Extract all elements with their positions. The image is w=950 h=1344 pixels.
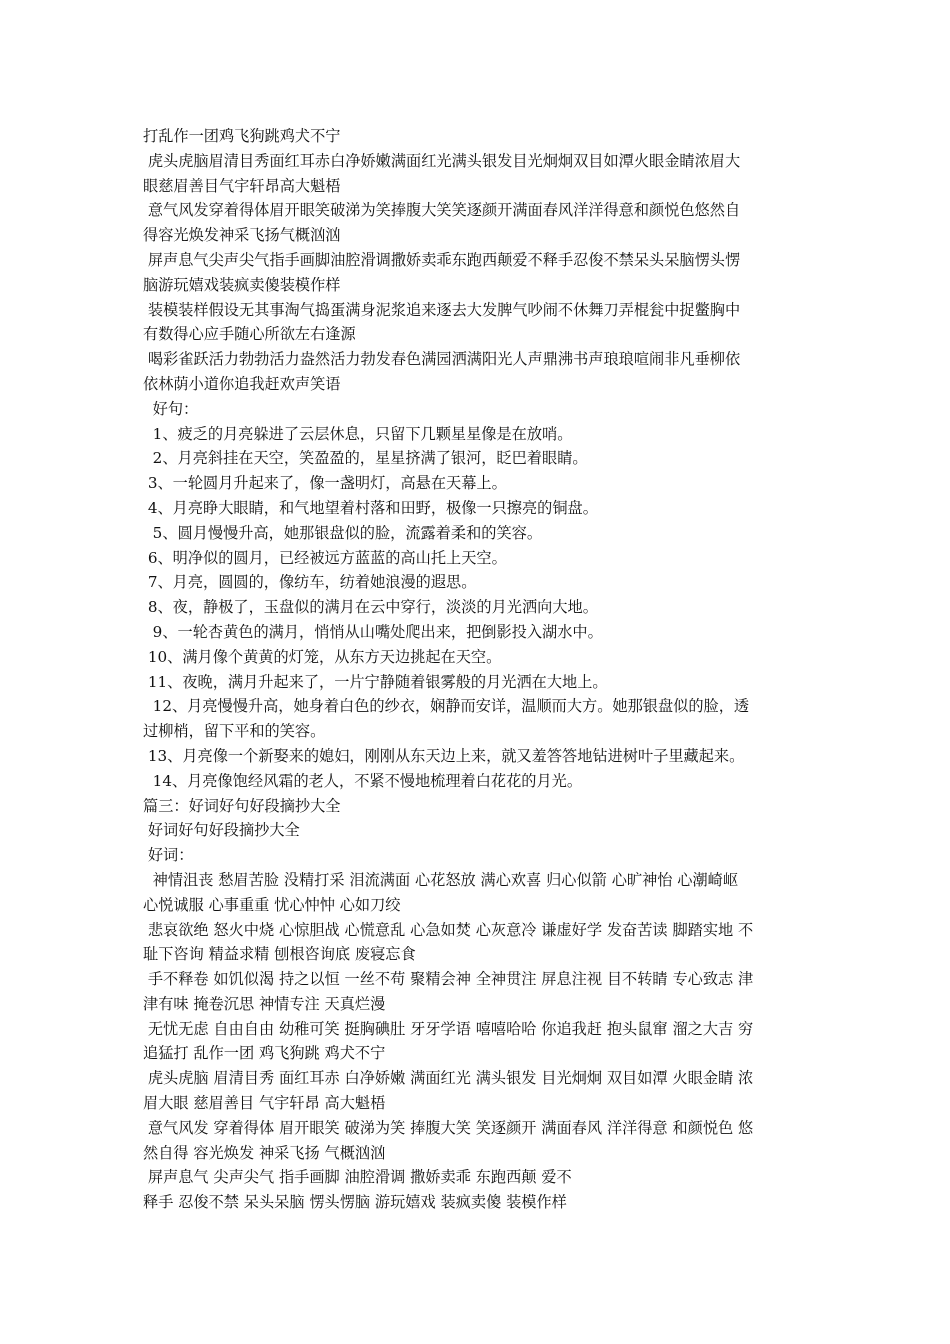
- word-list-line: 虎头虎脑 眉清目秀 面红耳赤 白净娇嫩 满面红光 满头银发 目光炯炯 双目如潭 火眼金睛 浓: [143, 1069, 754, 1088]
- word-list-line: 追猛打 乱作一团 鸡飞狗跳 鸡犬不宁: [143, 1044, 386, 1063]
- word-list-line: 屏声息气 尖声尖气 指手画脚 油腔滑调 撒娇卖乖 东跑西颠 爱不: [143, 1168, 572, 1187]
- sentence-item: 12、月亮慢慢升高，她身着白色的纱衣，娴静而安详，温顺而大方。她那银盘似的脸，透: [143, 697, 750, 716]
- word-list-line: 然自得 容光焕发 神采飞扬 气概汹汹: [143, 1143, 386, 1162]
- section-heading: 好词：: [143, 846, 194, 865]
- chapter-title: 篇三：好词好句好段摘抄大全: [143, 796, 341, 815]
- word-list-line: 津有味 掩卷沉思 神情专注 天真烂漫: [143, 994, 386, 1013]
- sentence-item: 10、满月像个黄黄的灯笼，从东方天边挑起在天空。: [143, 647, 502, 666]
- sentence-item: 3、一轮圆月升起来了，像一盏明灯，高悬在天幕上。: [143, 474, 507, 493]
- sentence-item: 过柳梢，留下平和的笑容。: [143, 722, 326, 741]
- sentence-item: 8、夜，静极了，玉盘似的满月在云中穿行，淡淡的月光洒向大地。: [143, 598, 598, 617]
- text-line: 脑游玩嬉戏装疯卖傻装模作样: [143, 275, 341, 294]
- text-line: 打乱作一团鸡飞狗跳鸡犬不宁: [143, 127, 341, 145]
- word-list-line: 心悦诚服 心事重重 忧心忡忡 心如刀绞: [143, 895, 401, 914]
- text-line: 喝彩雀跃活力勃勃活力盎然活力勃发春色满园洒满阳光人声鼎沸书声琅琅喧闹非凡垂柳依: [143, 350, 741, 369]
- text-line: 有数得心应手随心所欲左右逢源: [143, 325, 356, 344]
- word-list-line: 神情沮丧 愁眉苦脸 没精打采 泪流满面 心花怒放 满心欢喜 归心似箭 心旷神怡 心潮崎岖: [143, 870, 739, 889]
- sentence-item: 5、圆月慢慢升高，她那银盘似的脸，流露着柔和的笑容。: [143, 523, 543, 542]
- sentence-item: 14、月亮像饱经风霜的老人，不紧不慢地梳理着白花花的月光。: [143, 771, 583, 790]
- sentence-item: 2、月亮斜挂在天空，笑盈盈的，星星挤满了银河，眨巴着眼睛。: [143, 449, 588, 468]
- text-line: 得容光焕发神采飞扬气概汹汹: [143, 226, 341, 245]
- sentence-item: 13、月亮像一个新娶来的媳妇，刚刚从东天边上来，就又羞答答地钻进树叶子里藏起来。: [143, 746, 745, 765]
- word-list-line: 意气风发 穿着得体 眉开眼笑 破涕为笑 捧腹大笑 笑逐颜开 满面春风 洋洋得意 和颜悦色 悠: [143, 1118, 754, 1137]
- document-page: [143, 124, 808, 1215]
- word-list-line: 无忧无虑 自由自由 幼稚可笑 挺胸碘肚 牙牙学语 嘻嘻哈哈 你追我赶 抱头鼠窜 溜之大吉 穷: [143, 1019, 754, 1038]
- sentence-item: 6、明净似的圆月，已经被远方蓝蓝的高山托上天空。: [143, 548, 507, 567]
- word-list-line: 悲哀欲绝 怒火中烧 心惊胆战 心慌意乱 心急如焚 心灰意冷 谦虚好学 发奋苦读 脚踏实地 不: [143, 920, 754, 939]
- word-list-line: 释手 忍俊不禁 呆头呆脑 愣头愣脑 游玩嬉戏 装疯卖傻 装模作样: [143, 1193, 567, 1212]
- sentence-item: 4、月亮睁大眼睛，和气地望着村落和田野，极像一只擦亮的铜盘。: [143, 498, 598, 517]
- sentence-item: 11、夜晚，满月升起来了，一片宁静随着银雾般的月光洒在大地上。: [143, 672, 608, 691]
- text-line: 依林荫小道你追我赶欢声笑语: [143, 374, 341, 393]
- word-list-line: 眉大眼 慈眉善目 气宇轩昂 高大魁梧: [143, 1094, 386, 1113]
- sentence-item: 9、一轮杏黄色的满月，悄悄从山嘴处爬出来，把倒影投入湖水中。: [143, 622, 603, 641]
- text-line: 意气风发穿着得体眉开眼笑破涕为笑捧腹大笑笑逐颜开满面春风洋洋得意和颜悦色悠然自: [143, 201, 741, 220]
- text-line: 虎头虎脑眉清目秀面红耳赤白净娇嫩满面红光满头银发目光炯炯双目如潭火眼金睛浓眉大: [143, 151, 741, 170]
- chapter-subtitle: 好词好句好段摘抄大全: [143, 821, 300, 840]
- text-line: 眼慈眉善目气宇轩昂高大魁梧: [143, 176, 341, 195]
- section-heading: 好句：: [143, 399, 199, 418]
- sentence-item: 1、疲乏的月亮躲进了云层休息，只留下几颗星星像是在放哨。: [143, 424, 573, 443]
- text-line: 装模装样假设无其事淘气捣蛋满身泥浆追来逐去大发脾气吵闹不休舞刀弄棍瓮中捉鳖胸中: [143, 300, 741, 319]
- word-list-line: 耻下咨询 精益求精 刨根咨询底 废寝忘食: [143, 945, 416, 964]
- word-list-line: 手不释卷 如饥似渴 持之以恒 一丝不苟 聚精会神 全神贯注 屏息注视 目不转睛 专心致志 津: [143, 970, 754, 989]
- sentence-item: 7、月亮，圆圆的，像纺车，纺着她浪漫的遐思。: [143, 573, 477, 592]
- text-line: 屏声息气尖声尖气指手画脚油腔滑调撒娇卖乖东跑西颠爱不释手忍俊不禁呆头呆脑愣头愣: [143, 250, 741, 269]
